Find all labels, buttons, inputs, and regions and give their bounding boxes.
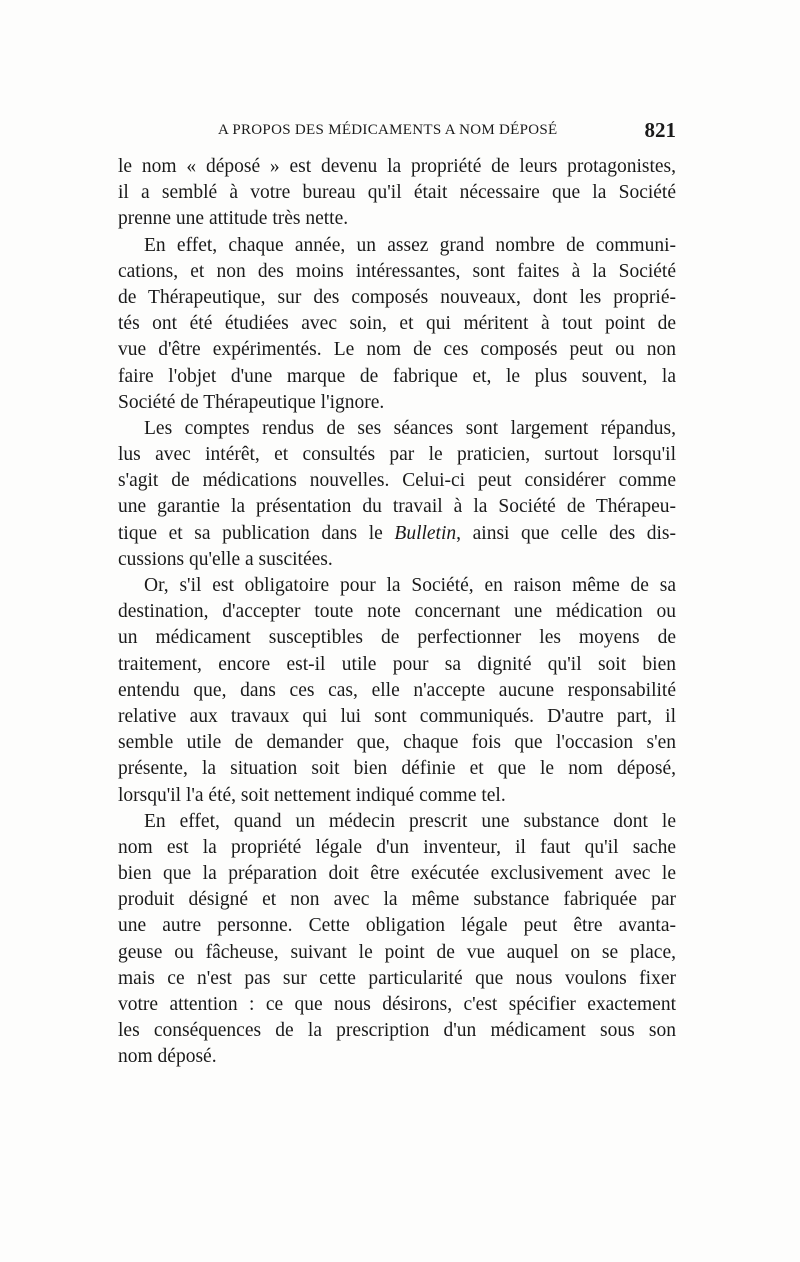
text-line: prenne une attitude très nette. [118,208,349,230]
text-line: produit désigné et non avec la même substance fabriquée par [118,889,676,911]
text-line: cussions qu'elle a suscitées. [118,548,333,570]
text-line-with-italic [118,521,676,547]
page-number: 821 [644,118,676,142]
text-line: geuse ou fâcheuse, suivant le point de vue auquel on se place, [118,941,676,963]
text-line: Société de Thérapeutique l'ignore. [118,391,385,413]
text-fragment: , ainsi que celle des dis- [456,522,676,544]
text-line: s'agit de médications nouvelles. Celui-ci peut considérer comme [118,470,676,492]
text-line: traitement, encore est-il utile pour sa dignité qu'il soit bien [118,653,676,675]
text-line: votre attention : ce que nous désirons, c'est spécifier exactement [118,994,676,1015]
text-line: lorsqu'il l'a été, soit nettement indiqué comme tel. [118,784,506,806]
text-line: il a semblé à votre bureau qu'il était nécessaire que la Société [118,182,676,204]
paragraph-start-line: Les comptes rendus de ses séances sont largement répandus, [144,417,676,439]
paragraph-start-line: En effet, chaque année, un assez grand nombre de communi- [144,234,676,256]
text-line: nom déposé. [118,1046,217,1068]
running-head [118,118,676,148]
text-line: faire l'objet d'une marque de fabrique et, le plus souvent, la [118,365,676,387]
text-line: bien que la préparation doit être exécutée exclusivement avec le [118,863,676,885]
text-line: les conséquences de la prescription d'un médicament sous son [118,1020,676,1042]
text-line: de Thérapeutique, sur des composés nouveaux, dont les proprié- [118,286,676,308]
text-line: tés ont été étudiées avec soin, et qui méritent à tout point de [118,313,676,335]
text-line: présente, la situation soit bien définie et que le nom déposé, [118,758,676,780]
text-line: une autre personne. Cette obligation légale peut être avanta- [118,915,676,937]
body-text [118,154,676,1071]
running-title: A PROPOS DES MÉDICAMENTS A NOM DÉPOSÉ [218,122,558,138]
text-line: semble utile de demander que, chaque fois que l'occasion s'en [118,732,676,754]
paragraph-start-line: Or, s'il est obligatoire pour la Société, en raison même de sa [144,575,676,596]
text-line: lus avec intérêt, et consultés par le praticien, surtout lorsqu'il [118,444,676,466]
text-line: le nom « déposé » est devenu la propriété de leurs protagonistes, [118,156,676,177]
text-line: relative aux travaux qui lui sont communiqués. D'autre part, il [118,705,676,727]
text-line: mais ce n'est pas sur cette particularité que nous voulons fixer [118,967,676,989]
text-line: un médicament susceptibles de perfectionner les moyens de [118,627,676,649]
text-fragment: tique et sa publication dans le [118,522,395,544]
text-line: nom est la propriété légale d'un inventeur, il faut qu'il sache [118,836,676,858]
text-line: vue d'être expérimentés. Le nom de ces composés peut ou non [118,339,676,361]
text-line: cations, et non des moins intéressantes, sont faites à la Société [118,260,676,282]
italic-title: Bulletin [394,522,457,544]
paragraph-start-line: En effet, quand un médecin prescrit une substance dont le [144,810,676,832]
text-line: une garantie la présentation du travail à la Société de Thérapeu- [118,496,676,518]
text-line: entendu que, dans ces cas, elle n'accepte aucune responsabilité [118,679,676,701]
text-line: destination, d'accepter toute note concernant une médication ou [118,601,676,623]
